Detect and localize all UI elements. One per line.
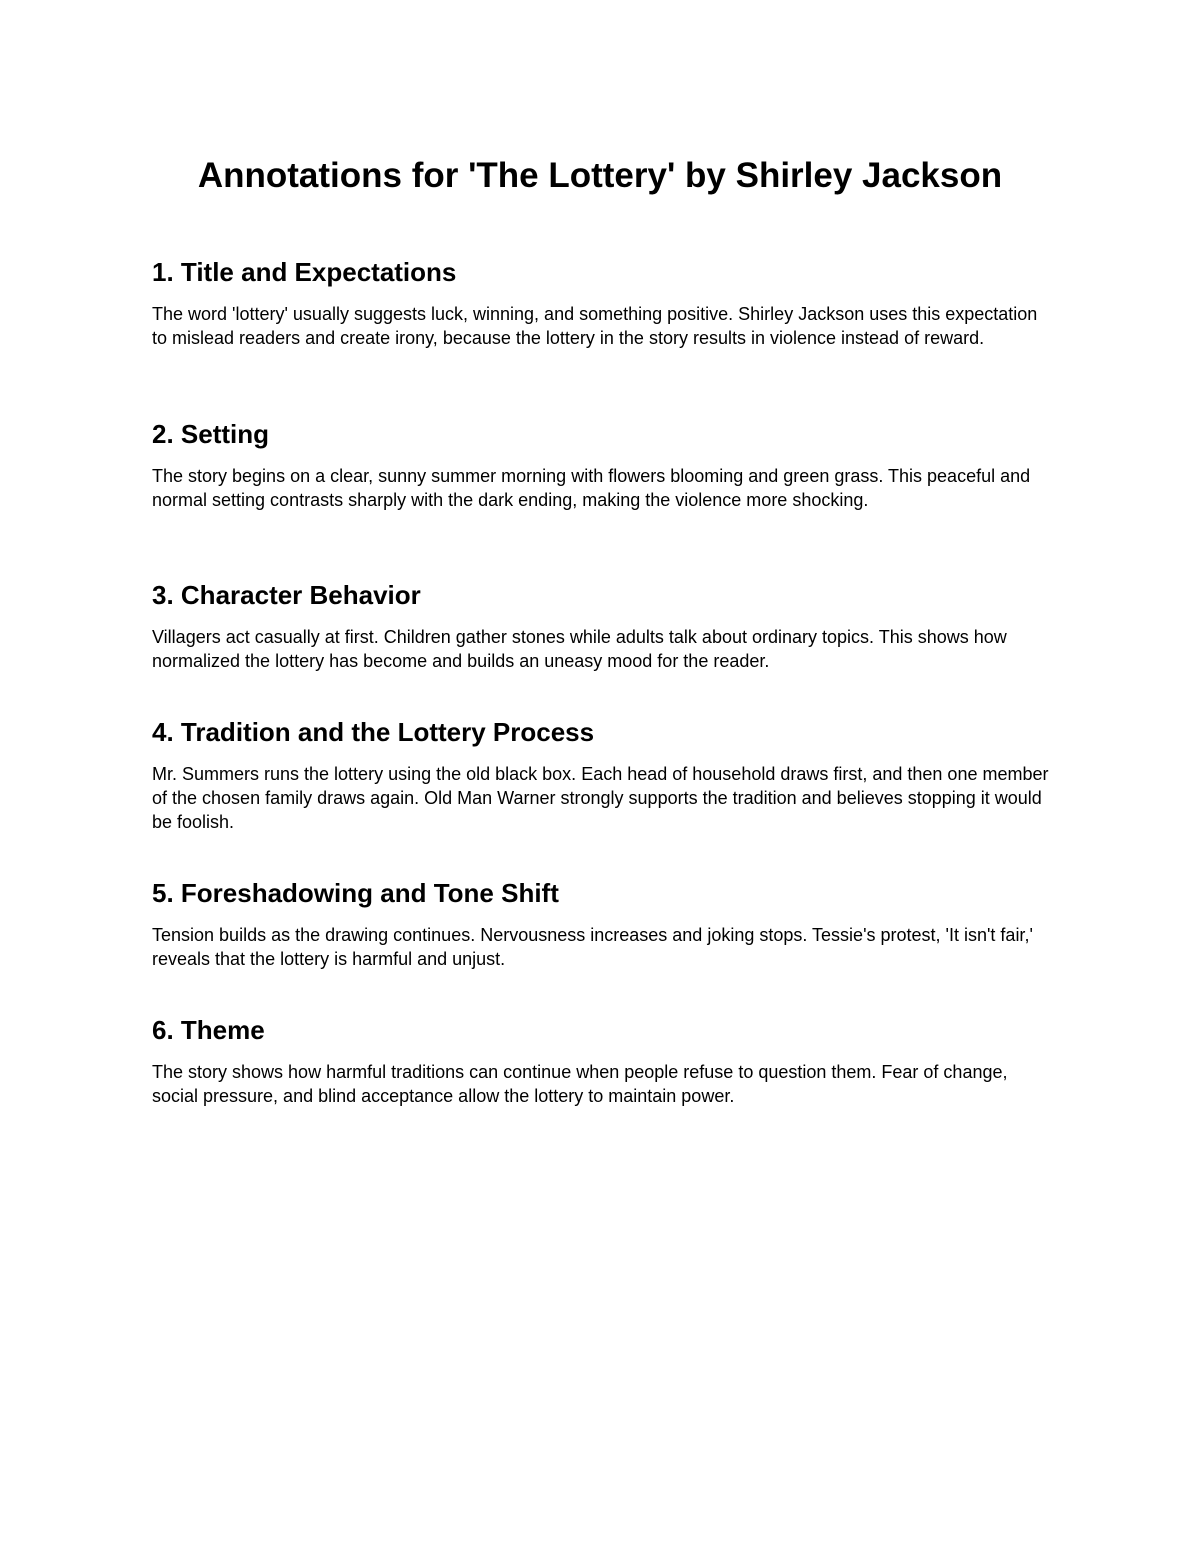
section-body: The story shows how harmful traditions can continue when people refuse to question them. Fear of change, social pressure, and blind acceptance allow the lottery to maintain power. (152, 1062, 1008, 1106)
section-theme (152, 1012, 1052, 1108)
section-body: The story begins on a clear, sunny summer morning with flowers blooming and green grass. This peaceful and normal setting contrasts sharply with the dark ending, making the violence more shocking. (152, 466, 1031, 510)
section-title-and-expectations (152, 254, 1052, 350)
section-heading: 5. Foreshadowing and Tone Shift (152, 878, 559, 908)
section-heading: 2. Setting (152, 419, 270, 449)
section-heading: 4. Tradition and the Lottery Process (152, 717, 595, 747)
section-setting (152, 416, 1052, 512)
section-body: The word 'lottery' usually suggests luck, winning, and something positive. Shirley Jackson uses this expectation to mislead readers and create irony, because the lottery in the story results in violence instead of reward. (152, 304, 1038, 348)
section-body: Villagers act casually at first. Children gather stones while adults talk about ordinary topics. This shows how normalized the lottery has become and builds an uneasy mood for the reader. (152, 627, 1007, 671)
section-heading: 1. Title and Expectations (152, 257, 457, 287)
section-heading: 6. Theme (152, 1015, 265, 1045)
section-tradition-and-process (152, 714, 1052, 834)
section-body: Mr. Summers runs the lottery using the old black box. Each head of household draws first, and then one member of the chosen family draws again. Old Man Warner strongly supports the tradition and believes stopping it would be foolish. (152, 764, 1049, 832)
section-body: Tension builds as the drawing continues. Nervousness increases and joking stops. Tessie's protest, 'It isn't fair,' reveals that the lottery is harmful and unjust. (152, 925, 1033, 969)
document-title: Annotations for 'The Lottery' by Shirley Jackson (197, 156, 1003, 195)
section-character-behavior (152, 577, 1052, 673)
section-foreshadowing-and-tone (152, 875, 1052, 971)
section-heading: 3. Character Behavior (152, 580, 421, 610)
